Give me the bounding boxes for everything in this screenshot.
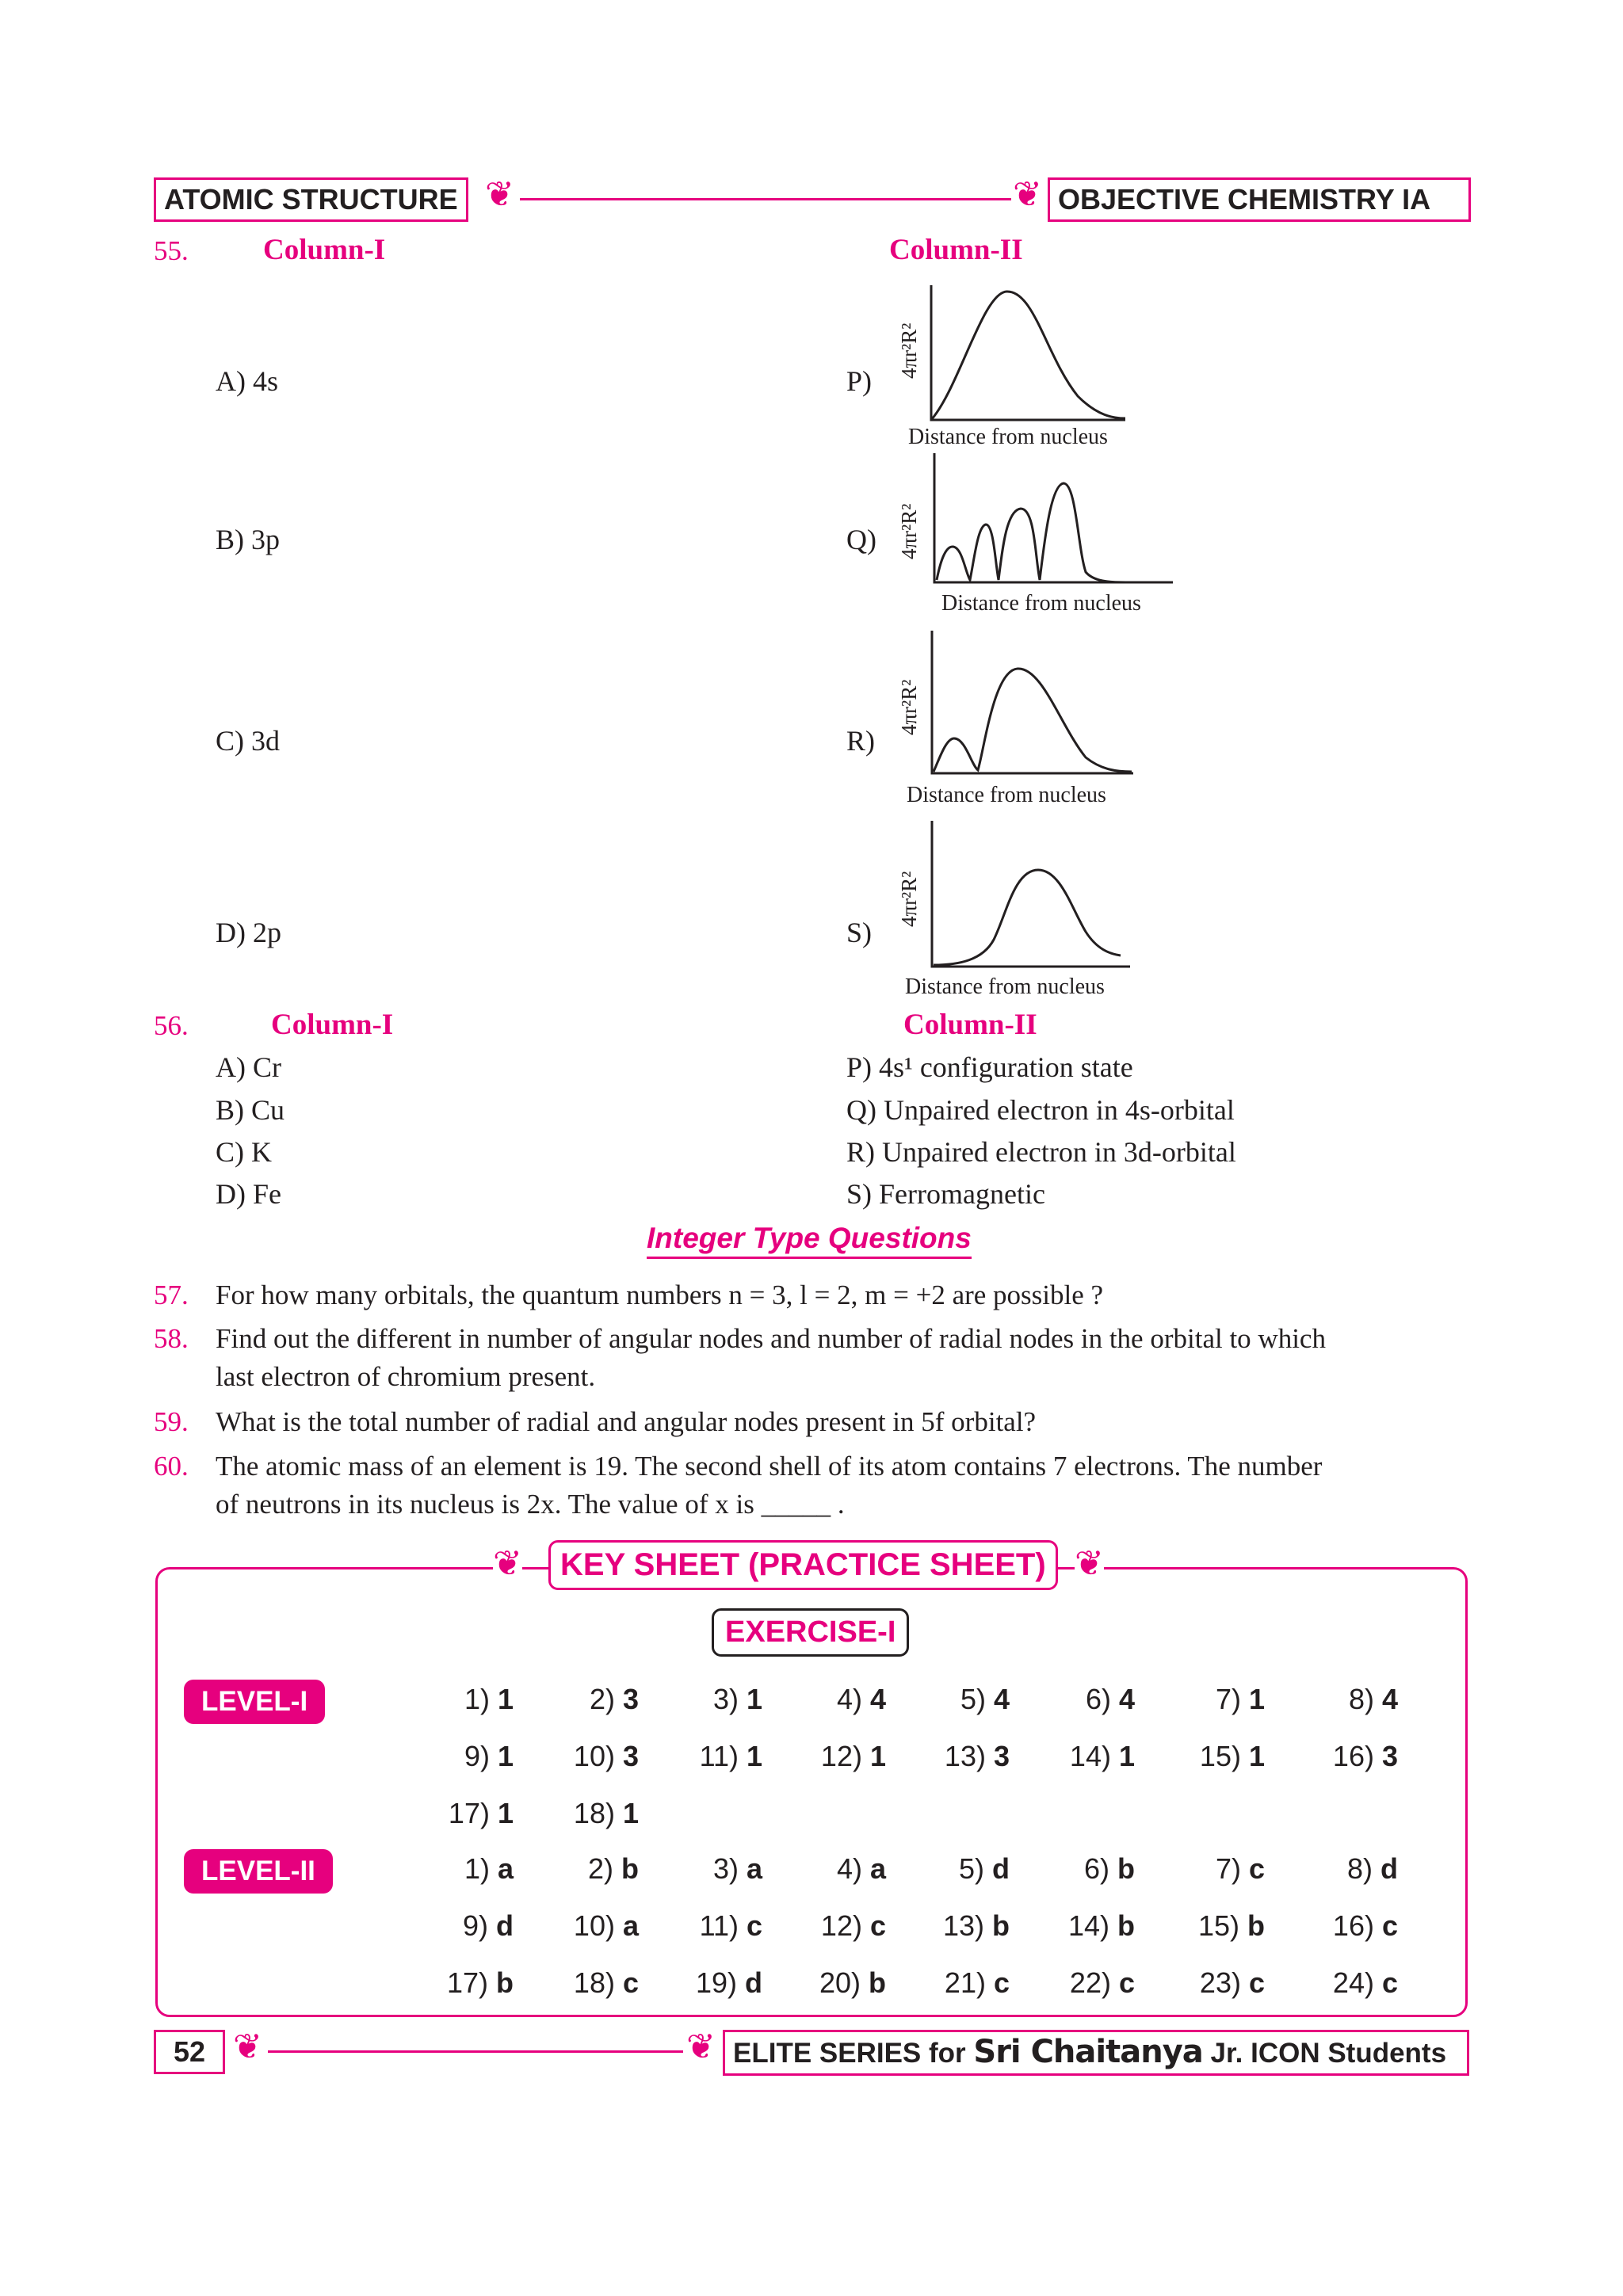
graph-r-ylabel: 4πr²R² bbox=[897, 679, 921, 735]
level1-badge: LEVEL-I bbox=[184, 1680, 325, 1724]
q56-number: 56. bbox=[154, 1010, 189, 1041]
q55-item-b: B) 3p bbox=[216, 524, 280, 555]
q56-left-b: B) Cu bbox=[216, 1094, 285, 1126]
graph-p-curve bbox=[931, 292, 1125, 420]
level2-badge: LEVEL-II bbox=[184, 1849, 333, 1894]
answer-l1-1: 1) 1 bbox=[464, 1683, 514, 1715]
graph-q bbox=[927, 453, 1176, 586]
answer-l1-3: 3) 1 bbox=[712, 1683, 762, 1715]
answer-l2-9: 9) d bbox=[462, 1909, 514, 1942]
answer-l2-6: 6) b bbox=[1083, 1852, 1135, 1885]
q55-match-p: P) bbox=[846, 365, 873, 397]
answer-l1-8: 8) 4 bbox=[1348, 1683, 1398, 1715]
q59-number: 59. bbox=[154, 1406, 189, 1437]
graph-q-xlabel: Distance from nucleus bbox=[941, 591, 1141, 616]
answer-l1-18: 18) 1 bbox=[573, 1797, 639, 1829]
footer-rule bbox=[268, 2050, 683, 2053]
answer-l1-11: 11) 1 bbox=[699, 1740, 762, 1772]
q56-right-s: S) Ferromagnetic bbox=[846, 1178, 1045, 1210]
answer-l1-12: 12) 1 bbox=[820, 1740, 886, 1772]
graph-p-ylabel: 4πr²R² bbox=[897, 322, 921, 379]
q58-text-line1: Find out the different in number of angular nodes and number of radial nodes in the orbital to which bbox=[216, 1323, 1326, 1354]
answer-l2-19: 19) d bbox=[695, 1966, 762, 1999]
answer-l1-13: 13) 3 bbox=[944, 1740, 1010, 1772]
answer-l2-11: 11) c bbox=[699, 1909, 762, 1942]
q58-number: 58. bbox=[154, 1323, 189, 1354]
q55-item-d: D) 2p bbox=[216, 917, 281, 948]
answer-l1-15: 15) 1 bbox=[1199, 1740, 1265, 1772]
q55-number: 55. bbox=[154, 235, 189, 266]
answer-l2-15: 15) b bbox=[1197, 1909, 1265, 1942]
answer-l1-10: 10) 3 bbox=[573, 1740, 639, 1772]
answer-l2-8: 8) d bbox=[1346, 1852, 1398, 1885]
key-sheet-ornament-right: ❦ bbox=[1075, 1544, 1104, 1583]
answer-l1-6: 6) 4 bbox=[1085, 1683, 1135, 1715]
answer-l1-14: 14) 1 bbox=[1069, 1740, 1135, 1772]
q57-number: 57. bbox=[154, 1280, 189, 1310]
answer-l1-2: 2) 3 bbox=[589, 1683, 639, 1715]
answer-l2-22: 22) c bbox=[1069, 1966, 1135, 1999]
q57-text: For how many orbitals, the quantum numbers n = 3, l = 2, m = +2 are possible ? bbox=[216, 1280, 1104, 1310]
footer-ornament-left: ❦ bbox=[233, 2027, 262, 2066]
q55-column1-heading: Column-I bbox=[263, 234, 386, 266]
answer-l2-23: 23) c bbox=[1199, 1966, 1265, 1999]
q56-left-a: A) Cr bbox=[216, 1051, 281, 1083]
answer-l2-13: 13) b bbox=[942, 1909, 1010, 1942]
graph-s-ylabel: 4πr²R² bbox=[897, 871, 921, 927]
graph-q-axes bbox=[934, 453, 1173, 582]
q55-column2-heading: Column-II bbox=[889, 234, 1023, 266]
answer-l2-18: 18) c bbox=[573, 1966, 639, 1999]
answer-l1-17: 17) 1 bbox=[448, 1797, 514, 1829]
graph-r-curve bbox=[934, 669, 1132, 772]
integer-type-heading: Integer Type Questions bbox=[647, 1222, 972, 1259]
answer-l2-1: 1) a bbox=[464, 1852, 514, 1885]
q56-column2-heading: Column-II bbox=[903, 1009, 1037, 1041]
graph-p-xlabel: Distance from nucleus bbox=[908, 425, 1108, 449]
answer-l2-24: 24) c bbox=[1332, 1966, 1398, 1999]
q55-match-s: S) bbox=[846, 917, 873, 948]
q60-number: 60. bbox=[154, 1451, 189, 1482]
graph-s-curve bbox=[934, 870, 1121, 965]
q56-left-c: C) K bbox=[216, 1136, 272, 1168]
header-ornament-right: ❦ bbox=[1013, 175, 1042, 214]
answer-l2-16: 16) c bbox=[1332, 1909, 1398, 1942]
q55-item-c: C) 3d bbox=[216, 725, 280, 757]
answer-l2-5: 5) d bbox=[958, 1852, 1010, 1885]
graph-p bbox=[927, 285, 1133, 426]
key-sheet-title: KEY SHEET (PRACTICE SHEET) bbox=[548, 1540, 1058, 1590]
footer-brand: Sri Chaitanya bbox=[973, 2034, 1203, 2070]
answer-l2-17: 17) b bbox=[446, 1966, 514, 1999]
header-right-title: OBJECTIVE CHEMISTRY IA bbox=[1048, 177, 1471, 222]
q60-text-line2: of neutrons in its nucleus is 2x. The value of x is _____ . bbox=[216, 1489, 845, 1520]
answer-l2-10: 10) a bbox=[573, 1909, 639, 1942]
answer-l2-21: 21) c bbox=[944, 1966, 1010, 1999]
q60-text-line1: The atomic mass of an element is 19. The second shell of its atom contains 7 electrons. The number bbox=[216, 1451, 1323, 1482]
header-left-title: ATOMIC STRUCTURE bbox=[154, 177, 468, 222]
answer-l2-20: 20) b bbox=[819, 1966, 886, 1999]
footer-series: ELITE SERIES for Sri Chaitanya Jr. ICON Students bbox=[723, 2030, 1469, 2076]
q55-match-q: Q) bbox=[846, 524, 876, 555]
q58-text-line2: last electron of chromium present. bbox=[216, 1361, 596, 1392]
q55-item-a: A) 4s bbox=[216, 365, 278, 397]
q56-column1-heading: Column-I bbox=[271, 1009, 394, 1041]
answer-l2-14: 14) b bbox=[1067, 1909, 1135, 1942]
key-sheet-ornament-left: ❦ bbox=[493, 1544, 522, 1583]
graph-r bbox=[927, 631, 1135, 778]
answer-l1-4: 4) 4 bbox=[836, 1683, 886, 1715]
answer-l1-7: 7) 1 bbox=[1215, 1683, 1265, 1715]
answer-l2-7: 7) c bbox=[1215, 1852, 1265, 1885]
header-rule bbox=[520, 198, 1011, 200]
footer-page-number: 52 bbox=[154, 2030, 225, 2074]
graph-q-ylabel: 4πr²R² bbox=[897, 503, 921, 559]
graph-r-axes bbox=[932, 631, 1133, 773]
answer-l1-16: 16) 3 bbox=[1332, 1740, 1398, 1772]
q56-right-q: Q) Unpaired electron in 4s-orbital bbox=[846, 1094, 1235, 1126]
q56-left-d: D) Fe bbox=[216, 1178, 281, 1210]
exercise-label: EXERCISE-I bbox=[712, 1608, 909, 1657]
q59-text: What is the total number of radial and angular nodes present in 5f orbital? bbox=[216, 1406, 1037, 1437]
graph-r-xlabel: Distance from nucleus bbox=[907, 783, 1106, 807]
answer-l2-12: 12) c bbox=[820, 1909, 886, 1942]
q56-right-p: P) 4s¹ configuration state bbox=[846, 1051, 1133, 1083]
graph-s-axes bbox=[932, 821, 1130, 967]
q56-right-r: R) Unpaired electron in 3d-orbital bbox=[846, 1136, 1236, 1168]
answer-l2-3: 3) a bbox=[712, 1852, 762, 1885]
q55-match-r: R) bbox=[846, 725, 875, 757]
graph-q-curve bbox=[937, 483, 1125, 582]
footer-ornament-right: ❦ bbox=[686, 2027, 716, 2066]
graph-s bbox=[927, 821, 1135, 971]
answer-l1-5: 5) 4 bbox=[960, 1683, 1010, 1715]
header-ornament-left: ❦ bbox=[485, 175, 514, 214]
answer-l2-4: 4) a bbox=[836, 1852, 886, 1885]
graph-s-xlabel: Distance from nucleus bbox=[905, 974, 1105, 999]
answer-l2-2: 2) b bbox=[587, 1852, 639, 1885]
answer-l1-9: 9) 1 bbox=[464, 1740, 514, 1772]
